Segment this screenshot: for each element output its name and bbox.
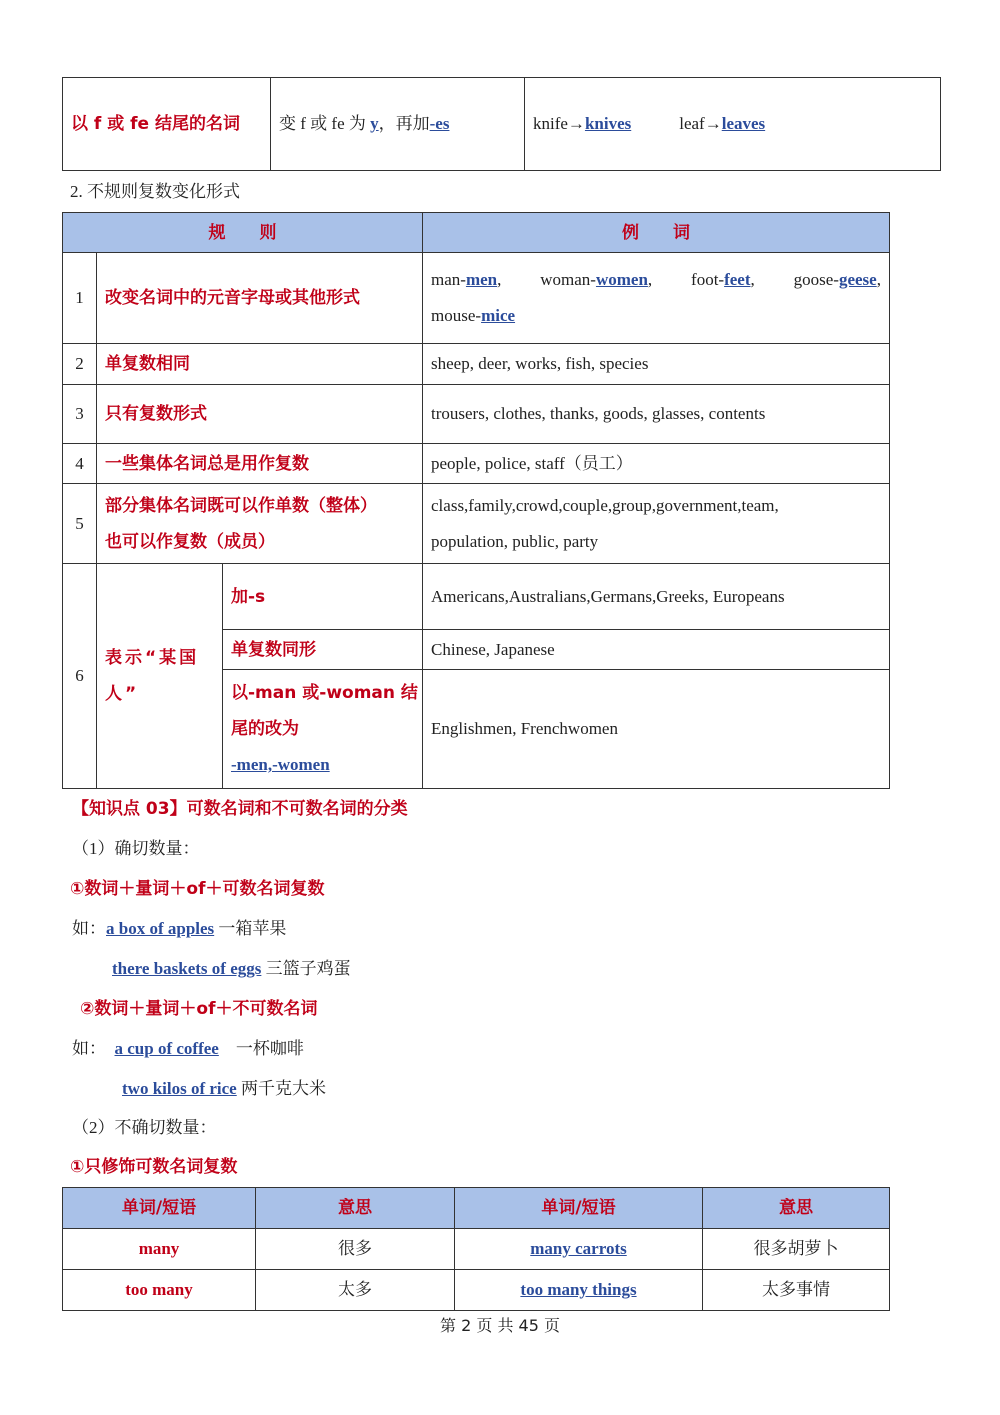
irregular-plural-table [62, 212, 890, 789]
example-pair [691, 262, 755, 298]
meaning-cell: 太多 [256, 1270, 455, 1311]
phrase-cell: too many things [520, 1280, 637, 1299]
example-base: woman- [540, 270, 596, 289]
word-cell: too many [63, 1270, 256, 1311]
separator: , [497, 270, 502, 289]
example-line [72, 1038, 304, 1060]
example-plural: geese [838, 270, 877, 289]
sub-rule-cell [223, 670, 423, 789]
example-line [122, 1078, 326, 1100]
example-phrase: a box of apples [106, 919, 215, 938]
example-base: man- [431, 270, 466, 289]
row-number: 2 [63, 344, 97, 385]
example-line [72, 918, 286, 940]
method-y: y [370, 114, 379, 133]
examples-cell: Englishmen, Frenchwomen [423, 670, 890, 789]
example-phrase: two kilos of rice [122, 1079, 237, 1098]
ex-plural: knives [584, 114, 632, 133]
example-plural: men [465, 270, 498, 289]
row-number: 3 [63, 385, 97, 444]
meaning-cell: 太多事情 [703, 1270, 890, 1311]
rule-cell: 改变名词中的元音字母或其他形式 [97, 253, 423, 344]
examples-line [431, 298, 881, 334]
rule-line: 尾的改为 [231, 719, 299, 739]
pattern-3: ①只修饰可数名词复数 [70, 1157, 238, 1177]
pattern-2: ②数词＋量词＋of＋不可数名词 [80, 999, 318, 1019]
ex-base: leaf→ [679, 114, 722, 133]
table-row [63, 344, 890, 385]
word-cell: many [63, 1229, 256, 1270]
row-number: 1 [63, 253, 97, 344]
page-footer: 第 2 页 共 45 页 [440, 1316, 560, 1335]
examples-cell: trousers, clothes, thanks, goods, glasses, contents [423, 385, 890, 444]
header-cell: 单词/短语 [455, 1188, 703, 1229]
example-pair [540, 262, 652, 298]
rule-cell: 只有复数形式 [97, 385, 423, 444]
method-text-2: ，再加 [378, 114, 430, 133]
example-meaning: 一杯咖啡 [235, 1039, 304, 1058]
examples-cell: sheep, deer, works, fish, species [423, 344, 890, 385]
rule-line: 也可以作复数（成员） [105, 531, 275, 552]
example-phrase: there baskets of eggs [112, 959, 262, 978]
rule-line: 以-man 或-woman 结 [231, 683, 418, 703]
separator: , [876, 270, 881, 289]
subheading-exact: （1）确切数量： [72, 839, 200, 858]
method-text: 变 f 或 fe 为 [279, 114, 371, 133]
header-rule: 规 则 [63, 213, 423, 253]
example-plural: mice [481, 306, 516, 325]
rule-cell [97, 484, 423, 564]
sub-rule-cell: 加-s [223, 564, 423, 630]
examples-cell [423, 484, 890, 564]
example-pair [431, 262, 501, 298]
table-row [63, 564, 890, 630]
section-title: 2. 不规则复数变化形式 [70, 182, 240, 201]
table-row [63, 253, 890, 344]
f-fe-rule-table [62, 77, 941, 171]
ex-plural: leaves [721, 114, 766, 133]
ex-base: knife→ [533, 114, 585, 133]
sub-rule-cell: 单复数同形 [223, 630, 423, 670]
phrase-cell: many carrots [530, 1239, 627, 1258]
rule-cell: 单复数相同 [97, 344, 423, 385]
separator: , [647, 270, 653, 289]
table-row [63, 1270, 890, 1311]
knowledge-point-title: 【知识点 03】可数名词和不可数名词的分类 [72, 799, 408, 819]
examples-cell: Americans,Australians,Germans,Greeks, Europeans [423, 564, 890, 630]
example-meaning: 两千克大米 [240, 1079, 326, 1098]
rule-cell: 一些集体名词总是用作复数 [97, 444, 423, 484]
header-cell: 意思 [703, 1188, 890, 1229]
meaning-cell: 很多胡萝卜 [703, 1229, 890, 1270]
example-base: foot- [691, 270, 725, 289]
table-row [63, 1229, 890, 1270]
example-label: 如： [72, 919, 106, 938]
rule-cell: 表示“某国人” [97, 564, 223, 789]
header-cell: 意思 [256, 1188, 455, 1229]
meaning-cell: 很多 [256, 1229, 455, 1270]
method-cell [271, 78, 525, 171]
example-base: mouse- [431, 306, 482, 325]
examples-cell: people, police, staff（员工） [423, 444, 890, 484]
row-number: 4 [63, 444, 97, 484]
example-pair [431, 306, 515, 325]
pattern-1: ①数词＋量词＋of＋可数名词复数 [70, 879, 325, 899]
rule-line: 部分集体名词既可以作单数（整体） [105, 495, 377, 516]
quantity-table [62, 1187, 890, 1311]
rule-link: -men,-women [231, 755, 330, 774]
separator: , [750, 270, 755, 289]
example-phrase: a cup of coffee [114, 1039, 219, 1058]
examples-cell: Chinese, Japanese [423, 630, 890, 670]
header-examples: 例 词 [423, 213, 890, 253]
table-row [63, 444, 890, 484]
row-number: 6 [63, 564, 97, 789]
example-plural: women [595, 270, 648, 289]
example-meaning: 一箱苹果 [218, 919, 287, 938]
example-cell [525, 78, 941, 171]
subheading-inexact: （2）不确切数量： [72, 1118, 217, 1137]
examples-cell [423, 253, 890, 344]
example-plural: feet [724, 270, 751, 289]
examples-line [431, 262, 881, 298]
example-label: 如： [72, 1039, 106, 1058]
table-row [63, 484, 890, 564]
examples-line: population, public, party [431, 531, 599, 551]
example-line [112, 958, 351, 980]
table-row [63, 385, 890, 444]
example-meaning: 三篮子鸡蛋 [265, 959, 351, 978]
method-es: -es [429, 114, 450, 133]
example-base: goose- [793, 270, 839, 289]
header-cell: 单词/短语 [63, 1188, 256, 1229]
row-number: 5 [63, 484, 97, 564]
rule-cell: 以 f 或 fe 结尾的名词 [63, 78, 271, 171]
examples-line: class,family,crowd,couple,group,government,team, [431, 495, 779, 515]
example-pair [794, 262, 881, 298]
